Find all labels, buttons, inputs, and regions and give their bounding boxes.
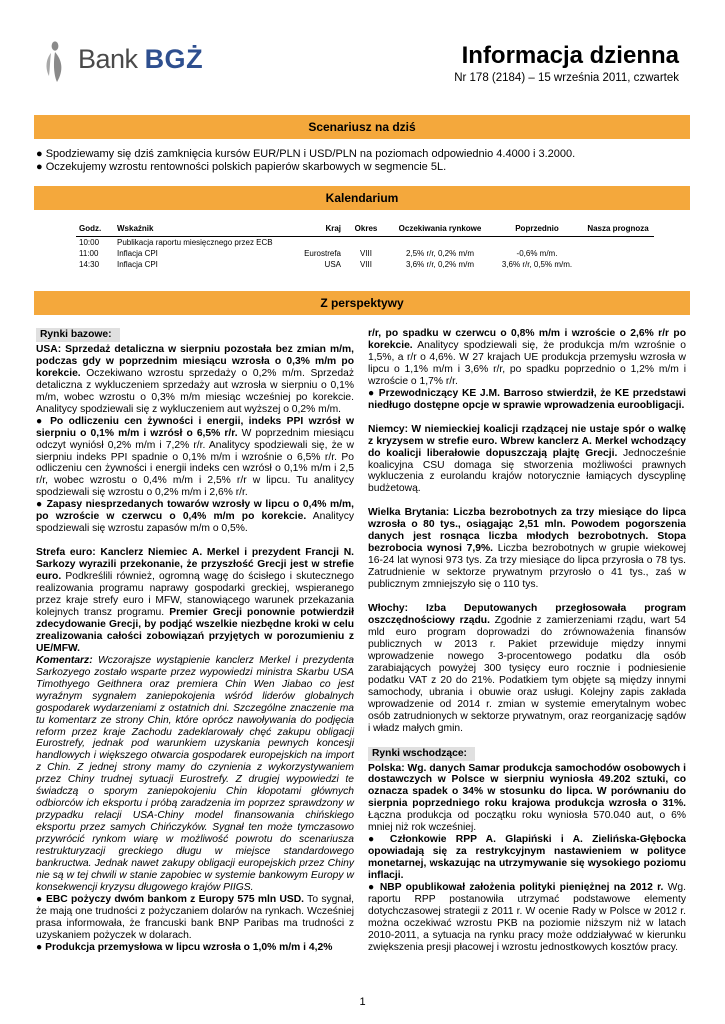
bank-logo [42, 32, 203, 86]
section-bar-calendar: Kalendarium [34, 186, 690, 210]
table-cell: VIII [359, 259, 372, 269]
table-row [76, 237, 654, 248]
table-header-row [76, 223, 654, 237]
table-cell [492, 237, 582, 248]
left-column [36, 328, 354, 954]
paragraph-barroso: ● Przewodniczący KE J.M. Barroso stwierdził, że KE przedstawi niedługo dostępne opcje w sprawie wprowadzenia euroobligacji. [368, 387, 686, 411]
table-cell: Inflacja CPI [117, 248, 158, 258]
table-cell [582, 259, 654, 270]
list-item: ● Oczekujemy wzrostu rentowności polskich papierów skarbowych w segmencie 5L. [36, 161, 447, 173]
paragraph-germany: Niemcy: W niemieckiej koalicji rządzącej nie ustaje spór o walkę z kryzysem w strefie euro. Wbrew kanclerz A. Merkel wchodzący do koalicji liberałowie dopuszczają plajtę Grecji. Jednocześnie koalicyjna CSU domaga się stworzenia możliwości prawnych wykluczenia z eurolandu krajów notorycznie łamiących dyscyplinę budżetową. [368, 423, 686, 495]
table-cell: 11:00 [79, 248, 99, 258]
table-cell: 2,5% r/r, 0,2% m/m [405, 248, 475, 258]
table-cell: 3,6% r/r, 0,2% m/m [405, 259, 475, 269]
table-cell [284, 237, 344, 248]
paragraph-rpp: ● Członkowie RPP A. Glapiński i A. Zielińska-Głębocka opowiadają się za restrykcyjnym nastawieniem w polityce monetarnej, wskazując na utrzymywanie się wysokiego poziomu inflacji. [368, 834, 686, 882]
table-cell: Eurostrefa [304, 248, 341, 258]
paragraph-production-cont: r/r, po spadku w czerwcu o 0,8% m/m i wzroście o 2,6% r/r po korekcie. Analitycy spodziewali się, że produkcja m/m wzrośnie o 1,5%, a r/r o 4,6%. W 27 krajach UE produkcja przemysłu wzrosła w lipcu o 1,1% m/m i 3,6% r/r, po spadku poprzednio o 1,2% m/m i wzroście o 1,7% r/r. [368, 328, 687, 387]
bank-logo-wordmark: Bank BGŻ [78, 43, 204, 74]
table-cell [582, 237, 654, 248]
scenario-list [36, 148, 690, 174]
paragraph-poland-cars: Polska: Wg. danych Samar produkcja samochodów osobowych i dostawczych w Polsce w sierpniu wyniosła 49.202 sztuki, co oznacza spadek o 34% w stosunku do lipca. W porównaniu do sierpnia poprzedniego roku krajowa produkcja wzrosła o 31%. Łączna produkcja od początku roku wyniosła 570.040 aut, o 6% mniej niż rok wcześniej. [368, 762, 686, 834]
issue-line: Nr 178 (2184) – 15 września 2011, czwartek [454, 72, 679, 84]
paragraph-usa-retail: USA: Sprzedaż detaliczna w sierpniu pozostała bez zmian m/m, podczas gdy w poprzednim miesiącu wzrosła o 0,3% m/m po korekcie. Oczekiwano wzrostu sprzedaży o 0,2% m/m. Sprzedaż detaliczna z wykluczeniem sprzedaży aut wzrosła w sierpniu o 0,1% m/m, wobec wzrostu o 0,3% m/m miesiąc wcześniej po korekcie. Analitycy spodziewali się z wykluczeniem aut wyższej o 0,2% m/m. [36, 343, 354, 415]
section-bar-outlook: Z perspektywy [34, 291, 690, 315]
table-cell: 10:00 [79, 237, 100, 247]
column-header: Okres [344, 223, 388, 237]
list-item: ● Spodziewamy się dziś zamknięcia kursów EUR/PLN i USD/PLN na poziomach odpowiednio 4.4000 i 3.2000. [36, 148, 576, 160]
section-bar-scenario: Scenariusz na dziś [34, 115, 690, 139]
paragraph-eurozone: Strefa euro: Kanclerz Niemiec A. Merkel i prezydent Francji N. Sarkozy wyrazili przekonanie, że przyszłość Grecji jest w strefie euro. Podkreślili również, ogromną wagę do ścisłego i skutecznego realizowania programu naprawy gospodarki greckiej, wspieranego przez kraje strefy euro i MFW, stanowiącego warunek przekazania kolejnych transz programu. Premier Grecji ponownie potwierdził zdecydowanie Grecji, by podjąć wszelkie niezbędne kroki w celu zrealizowania całości zobowiązań przyjętych w porozumieniu z UE/MFW. [36, 547, 354, 654]
paragraph-usa-inventories: ● Zapasy niesprzedanych towarów wzrosły w lipcu o 0,4% m/m, po wzroście w czerwcu o 0,4% m/m po korekcie. Analitycy spodziewali się wzrostu zapasów m/m o 0,5%. [36, 499, 354, 535]
table-cell: 3,6% r/r, 0,5% m/m. [501, 259, 573, 269]
calendar-table [76, 223, 654, 270]
paragraph-production: ● Produkcja przemysłowa w lipcu wzrosła o 1,0% m/m i 4,2% [36, 941, 333, 953]
section-tag-base-markets: Rynki bazowe: [36, 328, 120, 342]
table-cell: Inflacja CPI [117, 259, 158, 269]
paragraph-usa-ppi: ● Po odliczeniu cen żywności i energii, indeks PPI wzrósł w sierpniu o 0,1% m/m i wzrósł o 6,5% r/r. W poprzednim miesiącu odczyt wyniósł 0,2% m/m i 7,2% r/r. Analitycy spodziewali się, że w sierpniu indeks PPI spadnie o 0,1% m/m i wzrośnie o 6,5% r/r. Po odliczeniu cen żywności i energii indeks cen wzrósł o 0,1% m/m i 2,5 r/r, wobec wzrostu o 0,4% m/m i 2,5% r/r w lipcu. Tu analitycy spodziewali się wzrostu o 0,2% m/m i 2,6% r/r. [36, 415, 354, 499]
table-cell: -0,6% m/m. [516, 248, 558, 258]
table-cell [582, 248, 654, 259]
paragraph-italy: Włochy: Izba Deputowanych przegłosowała program oszczędnościowy rządu. Zgodnie z zamierzeniami rządu, wart 54 mld euro program doprowadzi do zrównoważenia finansów publicznych w 2013 r. Pakiet przewiduje między innymi wprowadzenie nowego 3-procentowego podatku dla osób zarabiających powyżej 300 tysięcy euro rocznie i podniesienie podatku VAT z 20 do 21%. Podatkiem tym objęte są między innymi samochody, ubrania i obuwie oraz usługi. Kolejny zapis zakłada wprowadzenie od 2014 r. zmian w systemie emerytalnym wobec osób zatrudnionych w sektorze prywatnym, oraz reorganizację sądów i władz małych gmin. [368, 603, 686, 734]
column-header: Kraj [284, 223, 344, 237]
column-header: Oczekiwania rynkowe [388, 223, 492, 237]
table-cell [344, 237, 388, 248]
table-cell [388, 237, 492, 248]
column-header: Poprzednio [492, 223, 582, 237]
paragraph-nbp: ● NBP opublikował założenia polityki pieniężnej na 2012 r. Wg. raportu RPP postanowiła utrzymać podstawowe elementy dotychczasowej strategii z 2011 r. W ocenie Rady w Polsce w 2012 r. można oczekiwać wzrostu PKB na poziomie niższym niż w latach 2010-2011, a sytuacja na rynku pracy może oddziaływać w kierunku zwiększenia presji płacowej i wzrostu jednostkowych kosztów pracy. [368, 882, 686, 953]
table-cell: Publikacja raportu miesięcznego przez ECB [117, 237, 273, 247]
table-cell: 14:30 [79, 259, 100, 269]
table-row [76, 259, 654, 270]
table-cell: USA [324, 259, 341, 269]
column-header: Wskaźnik [114, 223, 284, 237]
column-header: Nasza prognoza [582, 223, 654, 237]
section-tag-emerging-markets: Rynki wschodzące: [368, 747, 475, 761]
column-header: Godz. [76, 223, 114, 237]
bank-logo-icon [42, 32, 72, 86]
page-number: 1 [359, 996, 366, 1008]
table-row [76, 248, 654, 259]
paragraph-comment: Komentarz: Wczorajsze wystąpienie kanclerz Merkel i prezydenta Sarkozyego zostało wsparte przez wypowiedzi ministra Skarbu USA Timothyego Geithnera oraz premiera Chin Wen Jiabao co jest wyraźnym sygnałem zaniepokojenia wśród liderów globalnych gospodarek wydarzeniami z ostatnich dni. Szczególne znaczenie ma tu komentarz ze strony Chin, które oprócz nawoływania do podjęcia reform przez kraje Zachodu zadeklarowały chęć zakupu obligacji Eurostrefy, jednak pod warunkiem uzyskania pewnych koncesji handlowych i większego otwarcia gospodarek europejskich na import z Chin. Z jednej strony mamy do czynienia z wykorzystywaniem przez Chiny trudnej sytuacji Eurostrefy. Z drugiej wypowiedzi te świadczą o sporym zaniepokojeniu Chin kłopotami głównych odbiorców ich eksportu i próbą zaradzenia im poprzez sprawdzony w przypadku relacji USA-Chiny model finansowania chińskiego eksportu przez samych Chińczyków. Sygnał ten może tymczasowo przywrócić rynkom wiarę w możliwość powrotu do scenariusza restrukturyzacji greckiego długu w miejsce standardowego bankructwa. Jednak nawet zakupy obligacji europejskich przez Chiny nie są w tej chwili w stanie zapobiec w systemie bankowym Europy w konsekwencji kryzysu długowego krajów PIIGS. [36, 654, 354, 893]
right-column [368, 328, 686, 954]
paragraph-ecb: ● EBC pożyczy dwóm bankom z Europy 575 mln USD. To sygnał, że mają one trudności z pożyczaniem dolarów na rynkach. Wcześniej prasa informowała, że francuski bank BNP Paribas ma trudności z uzyskaniem pożyczek w dolarach. [36, 893, 354, 941]
paragraph-uk: Wielka Brytania: Liczba bezrobotnych za trzy miesiące do lipca wzrosła o 80 tys., osiągając 2,51 mln. Powodem pogorszenia danych jest rosnąca liczba młodych bezrobotnych. Stopa bezrobocia wynosi 7,9%. Liczba bezrobotnych w grupie wiekowej 16-24 lat wynosi 973 tys. Za trzy miesiące do lipca przyrosła o 78 tys. Zatrudnienie w sektorze prywatnym przyrosło o 41 tys., zaś w publicznym zmniejszyło się o 110 tys. [368, 507, 686, 591]
page-title: Informacja dzienna [461, 42, 679, 69]
table-cell: VIII [359, 248, 372, 258]
